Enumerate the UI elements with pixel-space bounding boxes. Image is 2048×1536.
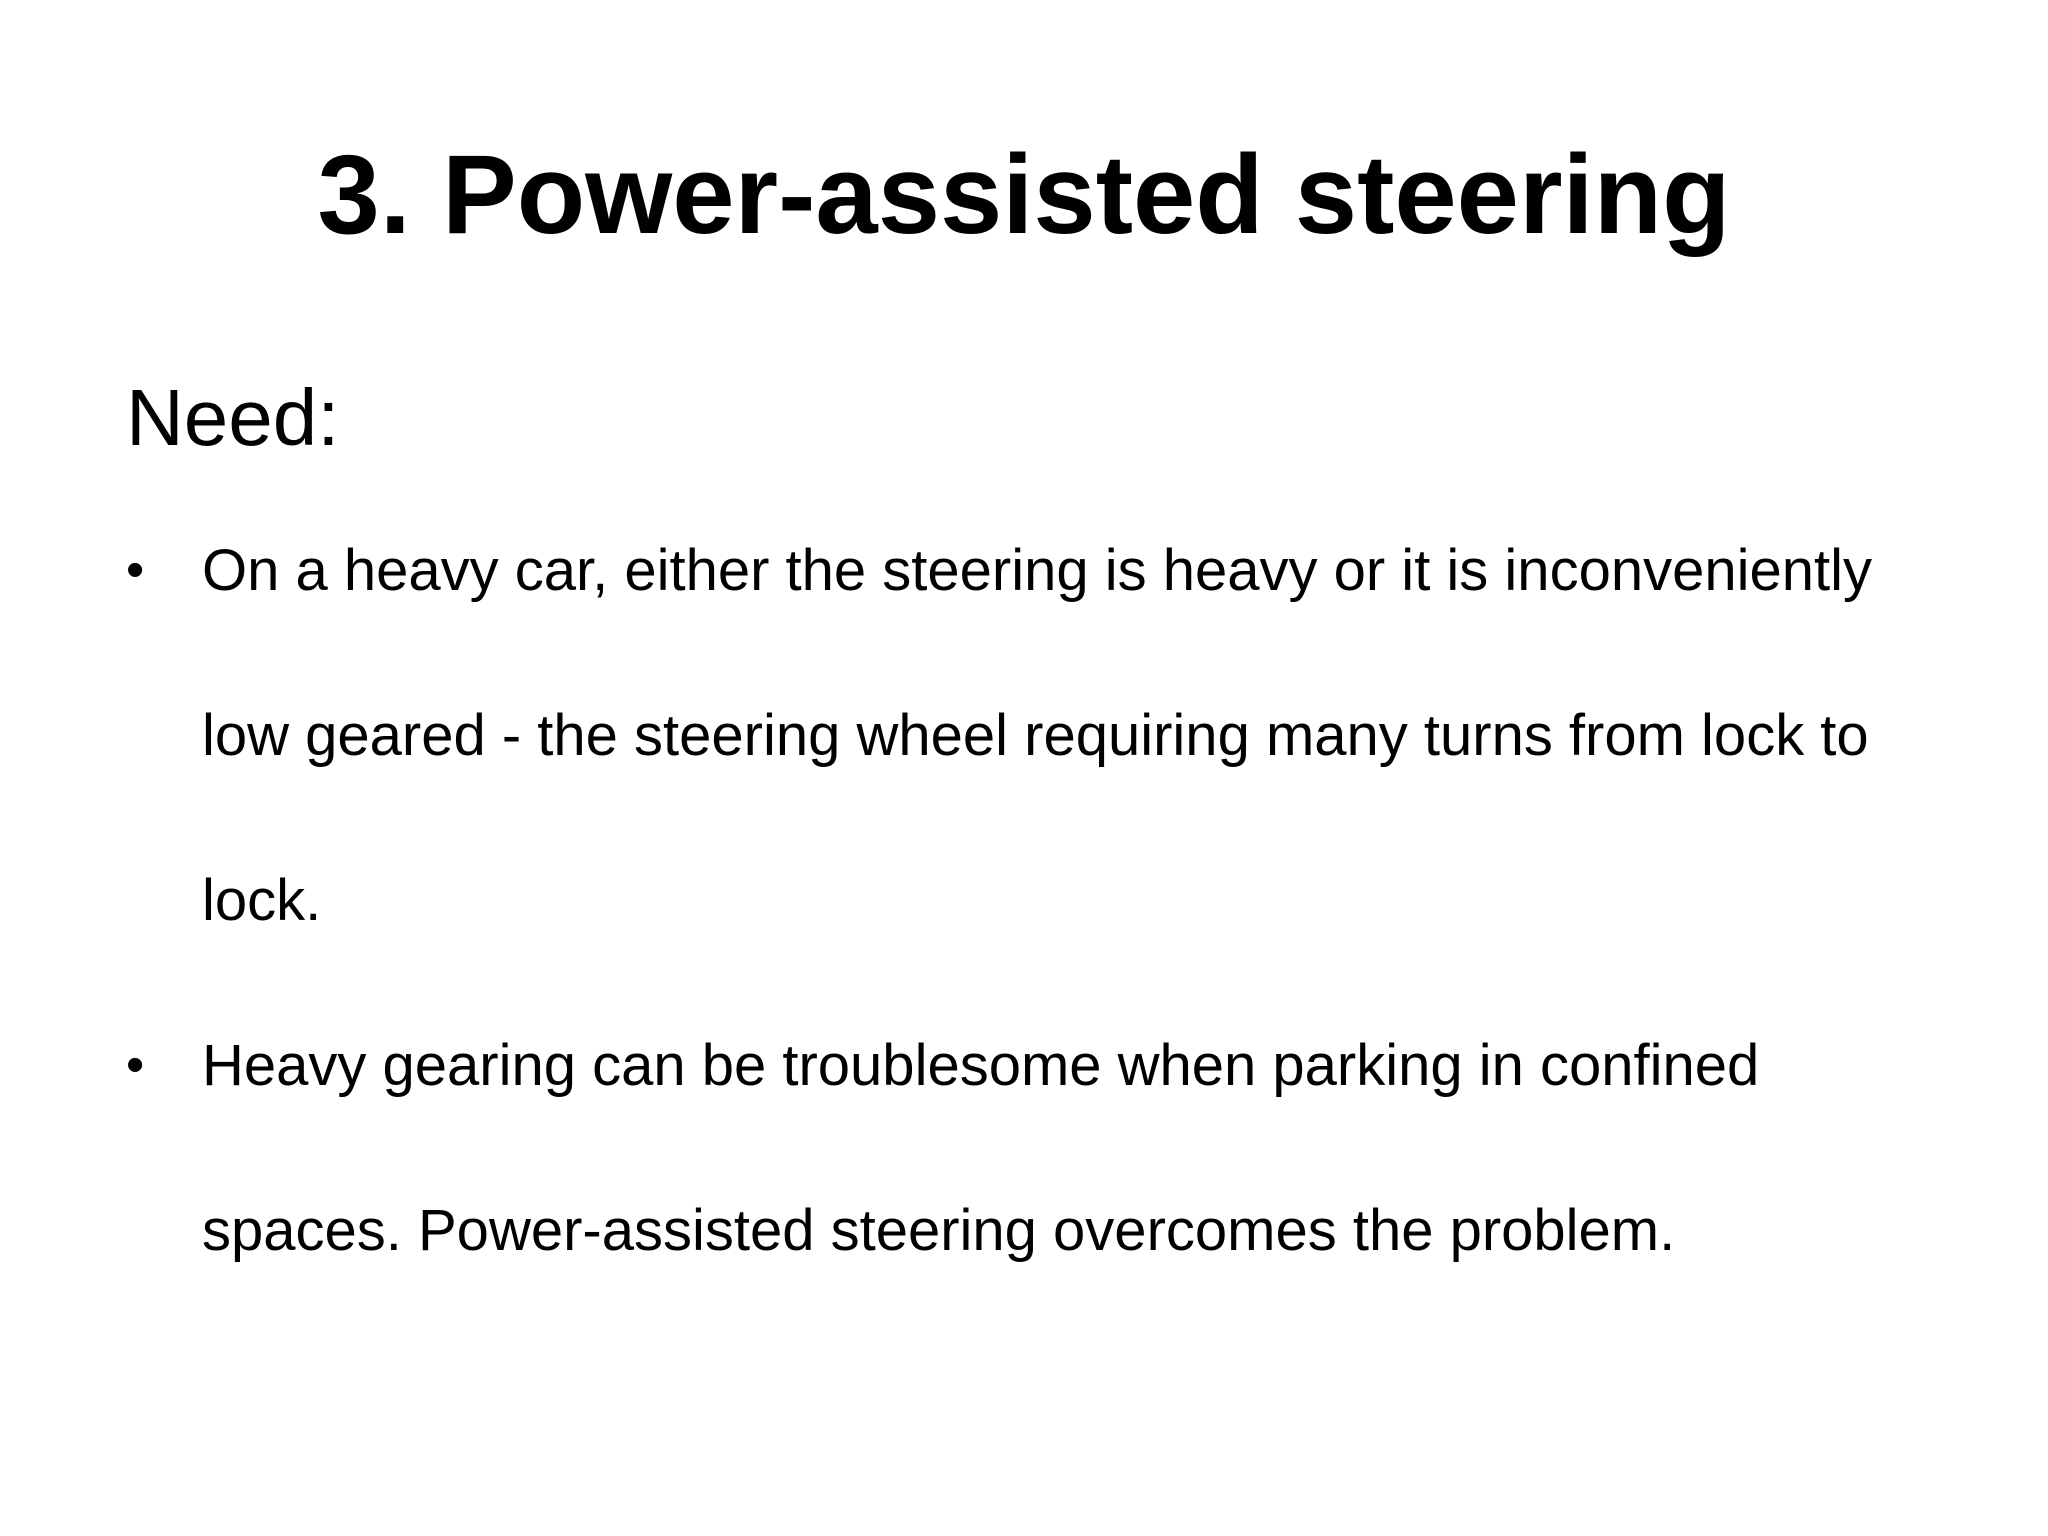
bullet-item	[126, 488, 1956, 983]
bullet-text: Heavy gearing can be troublesome when parking in confined spaces. Power-assisted steering overcomes the problem.	[202, 1033, 1760, 1263]
bullet-marker: •	[126, 541, 145, 599]
bullet-marker: •	[126, 1036, 145, 1094]
section-heading: Need:	[126, 373, 340, 462]
bullet-list	[126, 540, 1956, 1313]
slide-title: 3. Power-assisted steering	[317, 132, 1731, 257]
bullet-item	[126, 983, 1956, 1313]
bullet-text: On a heavy car, either the steering is heavy or it is inconveniently low geared - the steering wheel requiring many turns from lock to lock.	[202, 538, 1872, 933]
